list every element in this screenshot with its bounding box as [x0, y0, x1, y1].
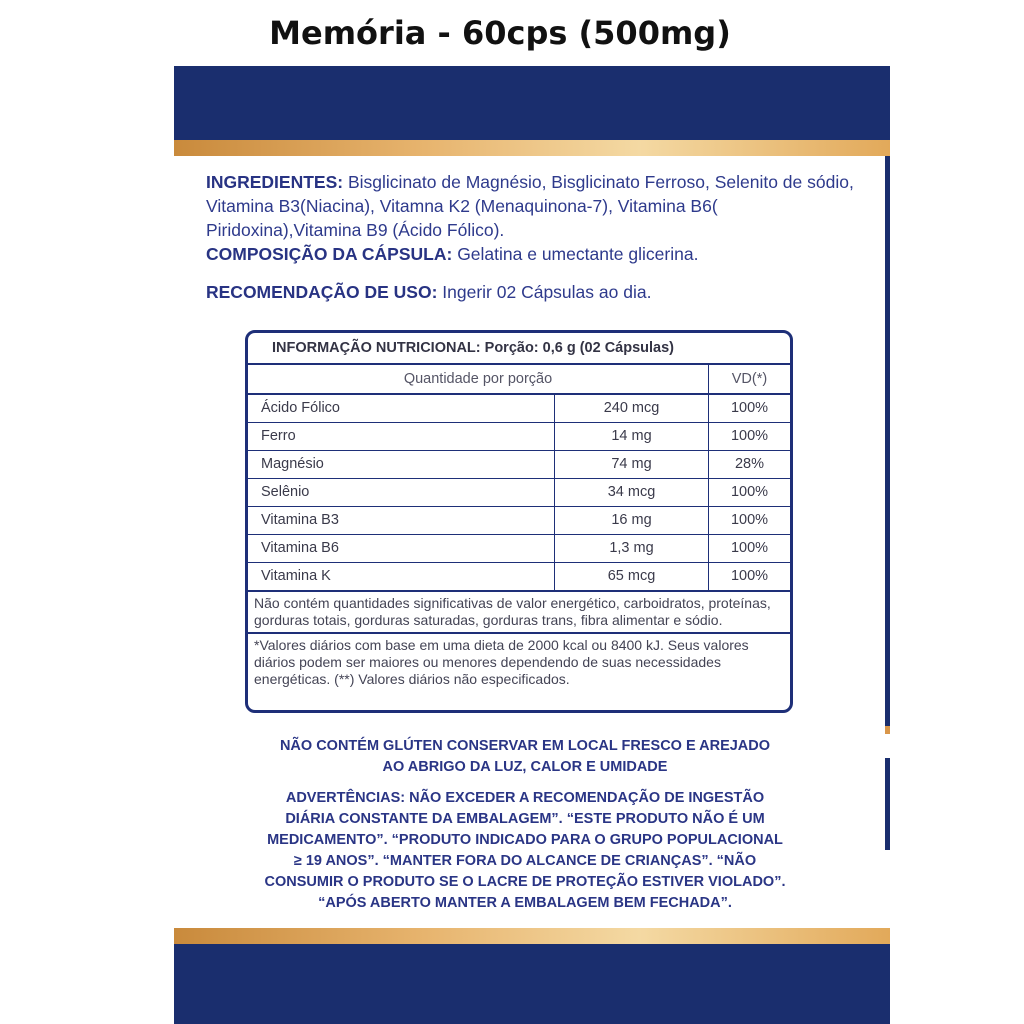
- page-title: Memória - 60cps (500mg): [269, 14, 731, 52]
- nutrient-vd: 100%: [730, 400, 769, 416]
- nutrient-amount: 1,3 mg: [555, 535, 709, 562]
- ingredients-block: [206, 170, 866, 266]
- table-row: [248, 451, 790, 479]
- nutrient-amount: 65 mcg: [555, 563, 709, 590]
- table-row: [248, 395, 790, 423]
- nutrient-name: Vitamina B6: [248, 535, 555, 562]
- table-row: [248, 563, 790, 592]
- usage-label: RECOMENDAÇÃO DE USO:: [206, 282, 438, 302]
- capsule-label: COMPOSIÇÃO DA CÁPSULA:: [206, 244, 453, 264]
- nutrition-note-daily-values: *Valores diários com base em uma dieta de 2000 kcal ou 8400 kJ. Seus valores diários podem ser maiores ou menores dependendo de suas necessidades energéticas. (**) Valores diários não especificados.: [254, 637, 749, 687]
- storage-line: AO ABRIGO DA LUZ, CALOR E UMIDADE: [382, 759, 668, 775]
- label-right-edge-line: [885, 156, 890, 730]
- table-row: [248, 535, 790, 563]
- table-row: [248, 479, 790, 507]
- warnings-spacer: [210, 778, 840, 788]
- nutrient-vd: 100%: [730, 540, 769, 556]
- nutrient-name: Magnésio: [248, 451, 555, 478]
- nutrient-amount: 34 mcg: [555, 479, 709, 506]
- nutrient-amount: 16 mg: [555, 507, 709, 534]
- nutrition-header-row: [248, 365, 790, 395]
- label-bottom-gold-stripe: [174, 928, 890, 944]
- nutrient-vd: 100%: [730, 568, 769, 584]
- nutrient-amount: 14 mg: [555, 423, 709, 450]
- usage-block: [206, 282, 866, 303]
- warnings-block: [210, 736, 840, 914]
- nutrient-vd: 100%: [730, 512, 769, 528]
- nutrition-title: INFORMAÇÃO NUTRICIONAL: Porção: 0,6 g (02 Cápsulas): [248, 333, 790, 365]
- nutrient-name: Vitamina K: [248, 563, 555, 590]
- label-top-gold-stripe: [174, 140, 890, 156]
- nutrition-table: [245, 330, 793, 713]
- nutrient-vd: 100%: [730, 428, 769, 444]
- advert-line: ADVERTÊNCIAS: NÃO EXCEDER A RECOMENDAÇÃO DE INGESTÃO: [285, 790, 765, 806]
- storage-line: NÃO CONTÉM GLÚTEN CONSERVAR EM LOCAL FRESCO E AREJADO: [279, 738, 771, 754]
- label-bottom-navy-band: [174, 944, 890, 1024]
- nutrient-amount: 74 mg: [555, 451, 709, 478]
- ingredients-label: INGREDIENTES:: [206, 172, 344, 192]
- nutrient-name: Ferro: [248, 423, 555, 450]
- usage-text: Ingerir 02 Cápsulas ao dia.: [442, 282, 652, 302]
- nutrient-name: Vitamina B3: [248, 507, 555, 534]
- ingredients-text: Bisglicinato de Magnésio, Bisglicinato Ferroso, Selenito de sódio, Vitamina B3(Niacina), Vitamna K2 (Menaquinona-7), Vitamina B6( Piridoxina),Vitamina B9 (Ácido Fólico).: [206, 172, 854, 240]
- advert-line: DIÁRIA CONSTANTE DA EMBALAGEM”. “ESTE PRODUTO NÃO É UM: [285, 811, 765, 827]
- nutrient-vd: 28%: [734, 456, 765, 472]
- nutrition-header-qty: Quantidade por porção: [248, 365, 709, 393]
- capsule-text: Gelatina e umectante glicerina.: [457, 244, 699, 264]
- nutrient-name: Ácido Fólico: [248, 395, 555, 422]
- advert-line: MEDICAMENTO”. “PRODUTO INDICADO PARA O GRUPO POPULACIONAL: [267, 832, 783, 848]
- label-right-edge-accent: [885, 726, 890, 734]
- nutrition-header-vd: VD(*): [731, 371, 768, 387]
- advert-line: CONSUMIR O PRODUTO SE O LACRE DE PROTEÇÃO ESTIVER VIOLADO”.: [264, 874, 786, 890]
- advert-line: “APÓS ABERTO MANTER A EMBALAGEM BEM FECHADA”.: [318, 895, 732, 911]
- nutrition-note-insignificant: Não contém quantidades significativas de valor energético, carboidratos, proteínas, gorduras totais, gorduras saturadas, gorduras trans, fibra alimentar e sódio.: [248, 592, 790, 634]
- nutrient-name: Selênio: [248, 479, 555, 506]
- table-row: [248, 507, 790, 535]
- label-right-edge-line-lower: [885, 758, 890, 850]
- nutrient-amount: 240 mcg: [555, 395, 709, 422]
- label-top-navy-band: [174, 66, 890, 140]
- advert-line: ≥ 19 ANOS”. “MANTER FORA DO ALCANCE DE CRIANÇAS”. “NÃO: [293, 853, 757, 869]
- nutrient-vd: 100%: [730, 484, 769, 500]
- table-row: [248, 423, 790, 451]
